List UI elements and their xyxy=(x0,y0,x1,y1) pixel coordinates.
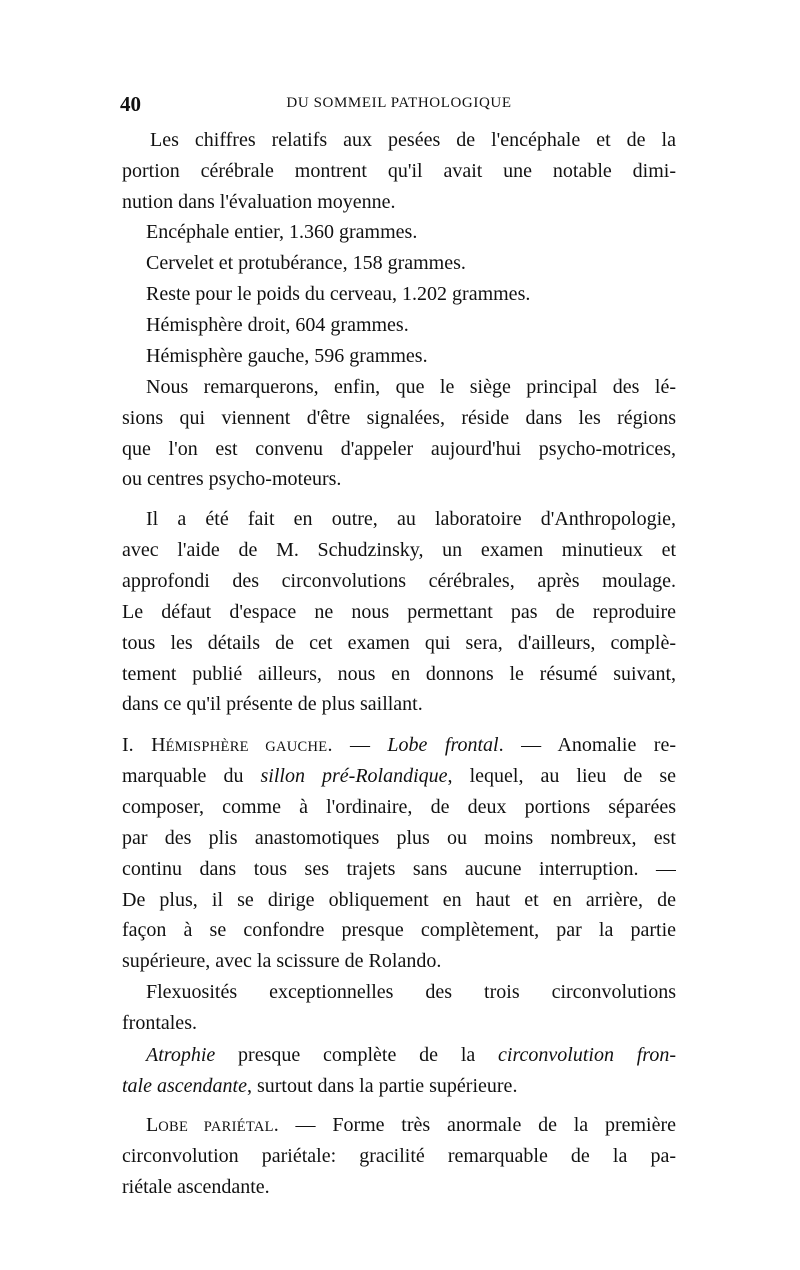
text-line: Encéphale entier, 1.360 grammes. xyxy=(146,221,418,243)
section-number: I. H xyxy=(122,734,166,756)
text-line: Il a été fait en outre, au laboratoire d'Anthropologie, xyxy=(146,508,676,530)
text-line: tement publié ailleurs, nous en donnons le résumé suivant, xyxy=(122,663,676,685)
italic-term: tale ascendante xyxy=(122,1075,247,1097)
page-number: 40 xyxy=(120,92,141,116)
text-line xyxy=(122,1074,676,1098)
text-line: Hémisphère gauche, 596 grammes. xyxy=(146,345,428,367)
text-line: supérieure, avec la scissure de Rolando. xyxy=(122,950,442,972)
text-run: , lequel, au lieu de se xyxy=(447,765,676,787)
text-line: Les chiffres relatifs aux pesées de l'encéphale et de la xyxy=(150,129,676,151)
text-run: . — xyxy=(327,734,388,756)
text-line: dans ce qu'il présente de plus saillant. xyxy=(122,693,423,715)
text-run: . — Forme très anormale de la première xyxy=(273,1114,676,1136)
text-line: circonvolution pariétale: gracilité remarquable de la pa- xyxy=(122,1145,676,1167)
text-line: façon à se confondre presque complètement, par la partie xyxy=(122,919,676,941)
italic-term: Atrophie xyxy=(146,1044,216,1066)
text-line: ou centres psycho-moteurs. xyxy=(122,468,342,490)
text-line: approfondi des circonvolutions cérébrales, après moulage. xyxy=(122,570,676,592)
text-line: tous les détails de cet examen qui sera, d'ailleurs, complè- xyxy=(122,632,676,654)
italic-term: sillon pré-Rolandique xyxy=(260,765,448,787)
text-line: sions qui viennent d'être signalées, réside dans les régions xyxy=(122,407,676,429)
section-title: ÉMISPHÈRE GAUCHE xyxy=(165,739,328,755)
text-line: continu dans tous ses trajets sans aucune interruption. — xyxy=(122,858,676,880)
text-line xyxy=(122,1113,676,1139)
text-line: composer, comme à l'ordinaire, de deux portions séparées xyxy=(122,796,676,818)
text-line: riétale ascendante. xyxy=(122,1176,270,1198)
section-heading-line xyxy=(122,733,676,759)
text-line: Nous remarquerons, enfin, que le siège principal des lé- xyxy=(146,376,676,398)
text-line: portion cérébrale montrent qu'il avait une notable dimi- xyxy=(122,160,676,182)
text-line xyxy=(122,1043,676,1067)
text-line: De plus, il se dirige obliquement en haut et en arrière, de xyxy=(122,889,676,911)
italic-term: circonvolution fron- xyxy=(498,1044,676,1066)
text-run: , surtout dans la partie supérieure. xyxy=(246,1075,518,1097)
text-run: L xyxy=(146,1114,159,1136)
text-line: nution dans l'évaluation moyenne. xyxy=(122,191,396,213)
text-line: avec l'aide de M. Schudzinsky, un examen minutieux et xyxy=(122,539,676,561)
text-run: presque complète de la xyxy=(215,1044,499,1066)
text-line: que l'on est convenu d'appeler aujourd'hui psycho-motrices, xyxy=(122,438,676,460)
text-run: marquable du xyxy=(122,765,261,787)
text-line: par des plis anastomotiques plus ou moins nombreux, est xyxy=(122,827,676,849)
text-line: frontales. xyxy=(122,1012,197,1034)
text-line: Cervelet et protubérance, 158 grammes. xyxy=(146,252,466,274)
text-line: Reste pour le poids du cerveau, 1.202 grammes. xyxy=(146,283,531,305)
page-header xyxy=(120,92,678,114)
subsection-title: OBE PARIÉTAL xyxy=(158,1119,274,1135)
running-title: DU SOMMEIL PATHOLOGIQUE xyxy=(286,95,512,111)
text-line: Flexuosités exceptionnelles des trois circonvolutions xyxy=(146,981,676,1003)
text-line xyxy=(122,764,676,788)
subsection-title: Lobe frontal xyxy=(387,734,499,756)
text-run: . — Anomalie re- xyxy=(498,734,676,756)
text-line: Hémisphère droit, 604 grammes. xyxy=(146,314,409,336)
text-line: Le défaut d'espace ne nous permettant pas de reproduire xyxy=(122,601,676,623)
